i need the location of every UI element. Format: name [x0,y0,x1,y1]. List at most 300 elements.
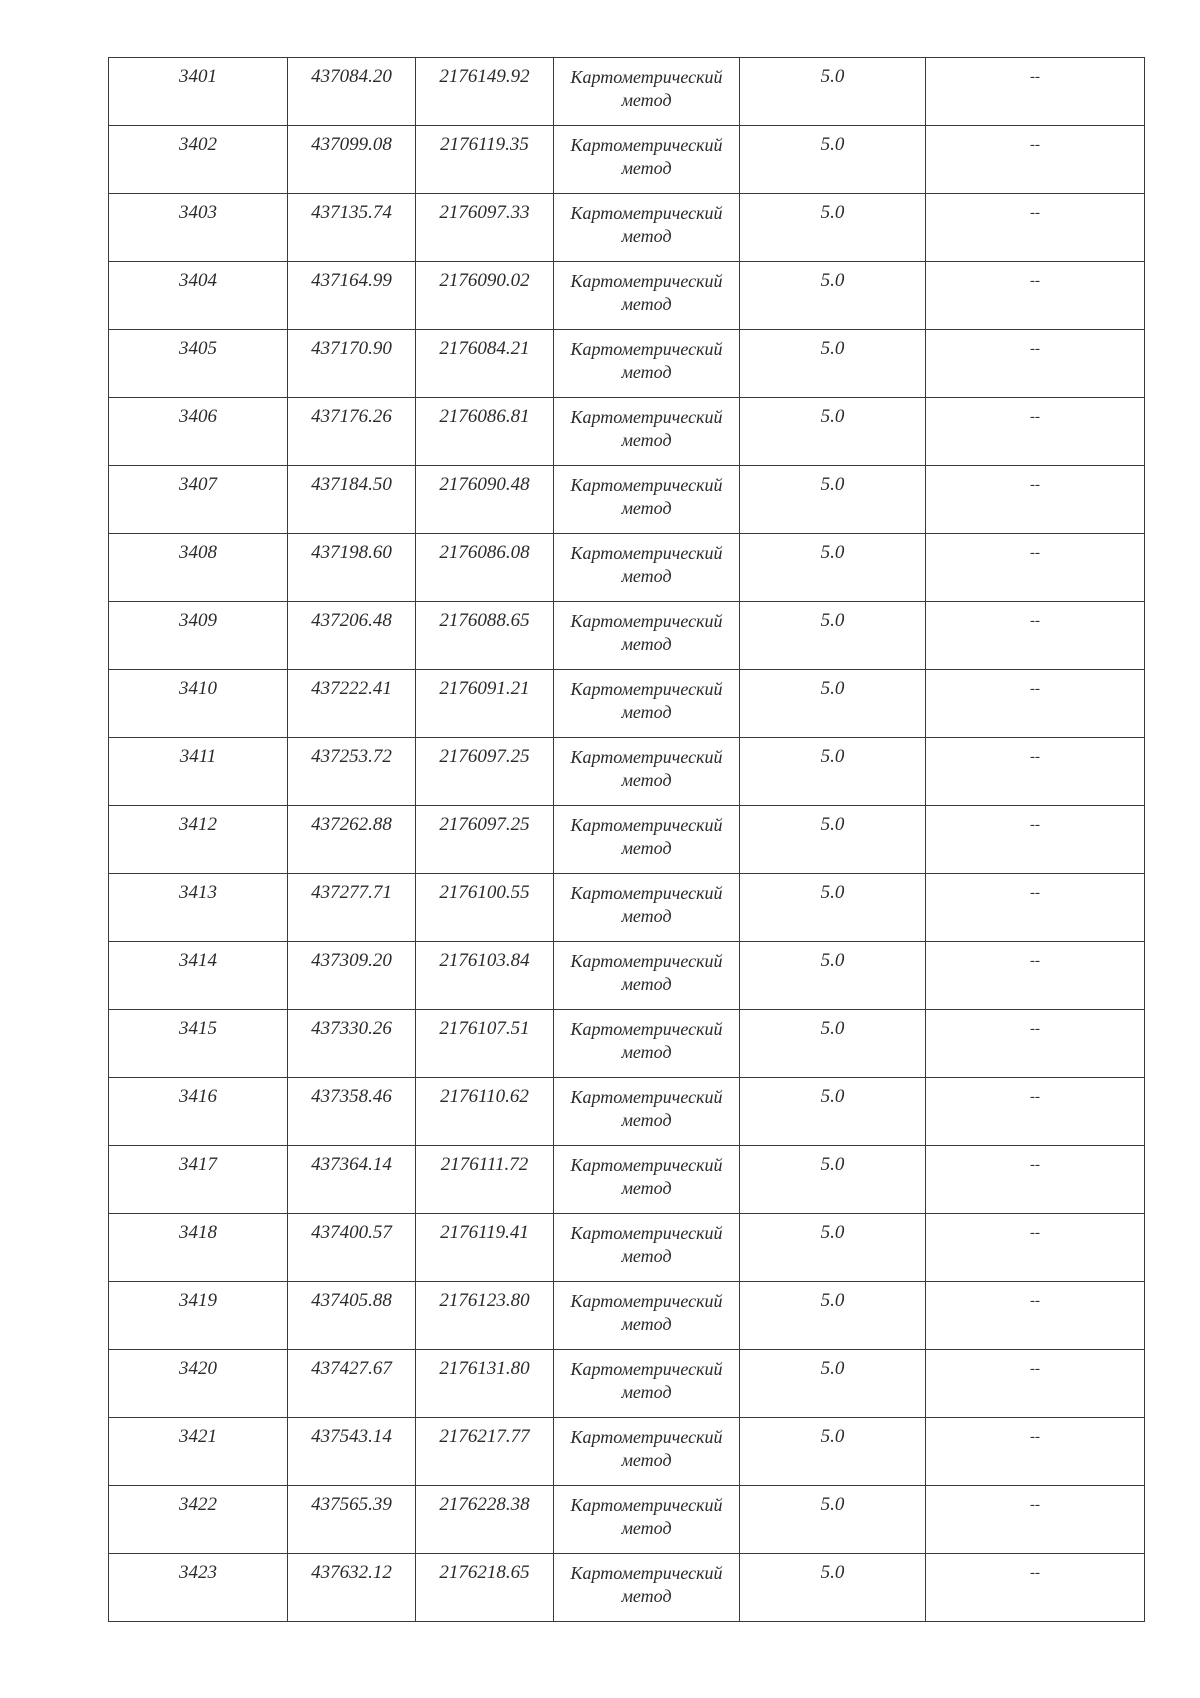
description: -- [1030,885,1040,901]
y-coordinate: 2176090.02 [439,270,530,291]
accuracy: 5.0 [820,1222,845,1243]
y-coordinate: 2176111.72 [440,1154,529,1175]
description: -- [1030,1565,1040,1581]
x-coordinate-cell [288,194,416,262]
point-number: 3415 [179,1018,217,1039]
y-coordinate: 2176097.33 [439,202,530,223]
x-coordinate-cell [288,670,416,738]
accuracy-cell [740,126,926,194]
description: -- [1030,69,1040,85]
method: Картометрический метод [570,1223,723,1266]
accuracy: 5.0 [820,950,845,971]
table-row [109,1146,1145,1214]
accuracy-cell [740,670,926,738]
description-cell [926,806,1145,874]
table-row [109,1010,1145,1078]
point-number: 3408 [179,542,217,563]
point-number: 3417 [179,1154,217,1175]
method: Картометрический метод [570,1019,723,1062]
y-coordinate: 2176110.62 [440,1086,529,1107]
point-number-cell [109,738,288,806]
point-number-cell [109,534,288,602]
method: Картометрический метод [570,339,723,382]
accuracy: 5.0 [820,474,845,495]
point-number: 3404 [179,270,217,291]
x-coordinate-cell [288,1350,416,1418]
y-coordinate: 2176100.55 [439,882,530,903]
accuracy: 5.0 [820,1086,845,1107]
x-coordinate: 437176.26 [311,406,392,427]
y-coordinate-cell [416,330,554,398]
description: -- [1030,953,1040,969]
y-coordinate-cell [416,942,554,1010]
y-coordinate-cell [416,126,554,194]
accuracy: 5.0 [820,1494,845,1515]
description-cell [926,194,1145,262]
point-number-cell [109,1078,288,1146]
accuracy-cell [740,1486,926,1554]
point-number: 3419 [179,1290,217,1311]
x-coordinate: 437632.12 [311,1562,392,1583]
description-cell [926,534,1145,602]
description-cell [926,738,1145,806]
point-number: 3403 [179,202,217,223]
x-coordinate-cell [288,398,416,466]
y-coordinate-cell [416,1146,554,1214]
y-coordinate-cell [416,738,554,806]
accuracy-cell [740,602,926,670]
point-number: 3414 [179,950,217,971]
point-number-cell [109,1418,288,1486]
method-cell [554,1010,740,1078]
method-cell [554,1282,740,1350]
table-row [109,330,1145,398]
x-coordinate: 437309.20 [311,950,392,971]
point-number-cell [109,806,288,874]
method-cell [554,602,740,670]
point-number-cell [109,466,288,534]
method: Картометрический метод [570,1087,723,1130]
point-number: 3413 [179,882,217,903]
point-number-cell [109,670,288,738]
description: -- [1030,273,1040,289]
y-coordinate-cell [416,1418,554,1486]
accuracy: 5.0 [820,542,845,563]
description: -- [1030,1225,1040,1241]
x-coordinate-cell [288,738,416,806]
y-coordinate: 2176149.92 [439,66,530,87]
x-coordinate-cell [288,1282,416,1350]
method-cell [554,466,740,534]
y-coordinate: 2176218.65 [439,1562,530,1583]
y-coordinate: 2176097.25 [439,746,530,767]
accuracy: 5.0 [820,66,845,87]
method: Картометрический метод [570,951,723,994]
method: Картометрический метод [570,1291,723,1334]
table-row [109,126,1145,194]
accuracy-cell [740,874,926,942]
y-coordinate-cell [416,1350,554,1418]
y-coordinate: 2176119.35 [440,134,529,155]
method: Картометрический метод [570,611,723,654]
description-cell [926,126,1145,194]
x-coordinate-cell [288,262,416,330]
table-row [109,670,1145,738]
x-coordinate-cell [288,330,416,398]
point-number-cell [109,942,288,1010]
table-row [109,1078,1145,1146]
point-number-cell [109,1282,288,1350]
description-cell [926,1282,1145,1350]
accuracy-cell [740,806,926,874]
method: Картометрический метод [570,203,723,246]
accuracy-cell [740,1554,926,1622]
accuracy-cell [740,1146,926,1214]
method-cell [554,330,740,398]
point-number-cell [109,602,288,670]
method-cell [554,1078,740,1146]
point-number-cell [109,1146,288,1214]
method: Картометрический метод [570,1563,723,1606]
y-coordinate-cell [416,1282,554,1350]
x-coordinate-cell [288,1146,416,1214]
accuracy: 5.0 [820,1154,845,1175]
y-coordinate-cell [416,1486,554,1554]
accuracy: 5.0 [820,610,845,631]
x-coordinate: 437170.90 [311,338,392,359]
method: Картометрический метод [570,883,723,926]
description: -- [1030,205,1040,221]
y-coordinate: 2176097.25 [439,814,530,835]
y-coordinate: 2176131.80 [439,1358,530,1379]
accuracy-cell [740,58,926,126]
point-number: 3423 [179,1562,217,1583]
x-coordinate: 437184.50 [311,474,392,495]
x-coordinate: 437400.57 [311,1222,392,1243]
table-row [109,1214,1145,1282]
table-row [109,58,1145,126]
x-coordinate: 437543.14 [311,1426,392,1447]
y-coordinate: 2176088.65 [439,610,530,631]
accuracy-cell [740,738,926,806]
description-cell [926,1554,1145,1622]
table-row [109,806,1145,874]
table-row [109,942,1145,1010]
method-cell [554,194,740,262]
x-coordinate: 437364.14 [311,1154,392,1175]
y-coordinate-cell [416,1554,554,1622]
y-coordinate-cell [416,874,554,942]
description-cell [926,466,1145,534]
x-coordinate: 437330.26 [311,1018,392,1039]
x-coordinate: 437198.60 [311,542,392,563]
description: -- [1030,1021,1040,1037]
description-cell [926,670,1145,738]
point-number: 3407 [179,474,217,495]
method-cell [554,1350,740,1418]
x-coordinate-cell [288,1214,416,1282]
x-coordinate-cell [288,58,416,126]
point-number-cell [109,398,288,466]
x-coordinate: 437427.67 [311,1358,392,1379]
method: Картометрический метод [570,407,723,450]
point-number-cell [109,194,288,262]
description: -- [1030,1497,1040,1513]
description-cell [926,58,1145,126]
description-cell [926,1146,1145,1214]
method: Картометрический метод [570,475,723,518]
point-number: 3421 [179,1426,217,1447]
description-cell [926,1486,1145,1554]
accuracy: 5.0 [820,202,845,223]
point-number: 3409 [179,610,217,631]
y-coordinate: 2176086.08 [439,542,530,563]
y-coordinate: 2176119.41 [440,1222,529,1243]
description: -- [1030,817,1040,833]
point-number: 3420 [179,1358,217,1379]
accuracy: 5.0 [820,406,845,427]
description: -- [1030,545,1040,561]
method: Картометрический метод [570,1359,723,1402]
x-coordinate: 437358.46 [311,1086,392,1107]
method: Картометрический метод [570,815,723,858]
point-number: 3401 [179,66,217,87]
table-row [109,1554,1145,1622]
method: Картометрический метод [570,271,723,314]
table-row [109,262,1145,330]
description-cell [926,398,1145,466]
x-coordinate-cell [288,534,416,602]
description: -- [1030,477,1040,493]
description-cell [926,1418,1145,1486]
accuracy: 5.0 [820,1018,845,1039]
method-cell [554,262,740,330]
method: Картометрический метод [570,1495,723,1538]
table-row [109,874,1145,942]
description-cell [926,262,1145,330]
y-coordinate: 2176091.21 [439,678,530,699]
description: -- [1030,1089,1040,1105]
accuracy-cell [740,466,926,534]
x-coordinate-cell [288,126,416,194]
point-number: 3422 [179,1494,217,1515]
point-number-cell [109,874,288,942]
method: Картометрический метод [570,67,723,110]
point-number-cell [109,1214,288,1282]
x-coordinate: 437277.71 [311,882,392,903]
x-coordinate: 437084.20 [311,66,392,87]
method-cell [554,1214,740,1282]
method-cell [554,874,740,942]
coordinates-table-body [109,58,1145,1622]
point-number-cell [109,262,288,330]
point-number: 3406 [179,406,217,427]
accuracy-cell [740,398,926,466]
point-number-cell [109,1486,288,1554]
table-row [109,602,1145,670]
point-number-cell [109,1010,288,1078]
method-cell [554,534,740,602]
description: -- [1030,613,1040,629]
point-number: 3418 [179,1222,217,1243]
y-coordinate-cell [416,1214,554,1282]
y-coordinate-cell [416,466,554,534]
x-coordinate-cell [288,1554,416,1622]
method-cell [554,670,740,738]
x-coordinate-cell [288,874,416,942]
description: -- [1030,341,1040,357]
accuracy-cell [740,262,926,330]
y-coordinate-cell [416,602,554,670]
x-coordinate-cell [288,1078,416,1146]
y-coordinate-cell [416,670,554,738]
y-coordinate: 2176084.21 [439,338,530,359]
x-coordinate-cell [288,806,416,874]
method-cell [554,1146,740,1214]
description-cell [926,330,1145,398]
accuracy-cell [740,534,926,602]
x-coordinate: 437405.88 [311,1290,392,1311]
method-cell [554,738,740,806]
y-coordinate: 2176086.81 [439,406,530,427]
description-cell [926,942,1145,1010]
description: -- [1030,749,1040,765]
x-coordinate-cell [288,602,416,670]
y-coordinate-cell [416,262,554,330]
table-row [109,1486,1145,1554]
point-number-cell [109,1350,288,1418]
accuracy-cell [740,1350,926,1418]
x-coordinate: 437565.39 [311,1494,392,1515]
point-number: 3405 [179,338,217,359]
accuracy: 5.0 [820,1426,845,1447]
y-coordinate-cell [416,534,554,602]
x-coordinate-cell [288,1010,416,1078]
description: -- [1030,137,1040,153]
description: -- [1030,681,1040,697]
table-row [109,1282,1145,1350]
description: -- [1030,1429,1040,1445]
y-coordinate: 2176090.48 [439,474,530,495]
table-row [109,738,1145,806]
point-number-cell [109,126,288,194]
y-coordinate-cell [416,806,554,874]
method-cell [554,1418,740,1486]
description-cell [926,1078,1145,1146]
accuracy-cell [740,1078,926,1146]
method: Картометрический метод [570,1155,723,1198]
x-coordinate-cell [288,942,416,1010]
accuracy-cell [740,1282,926,1350]
description: -- [1030,1157,1040,1173]
accuracy: 5.0 [820,882,845,903]
accuracy: 5.0 [820,338,845,359]
y-coordinate: 2176103.84 [439,950,530,971]
y-coordinate-cell [416,194,554,262]
x-coordinate: 437262.88 [311,814,392,835]
method: Картометрический метод [570,747,723,790]
method-cell [554,942,740,1010]
y-coordinate: 2176107.51 [439,1018,530,1039]
accuracy: 5.0 [820,814,845,835]
y-coordinate: 2176123.80 [439,1290,530,1311]
method: Картометрический метод [570,135,723,178]
method: Картометрический метод [570,1427,723,1470]
point-number: 3412 [179,814,217,835]
accuracy: 5.0 [820,270,845,291]
x-coordinate-cell [288,1486,416,1554]
method-cell [554,1486,740,1554]
x-coordinate: 437135.74 [311,202,392,223]
accuracy-cell [740,942,926,1010]
accuracy-cell [740,1214,926,1282]
description-cell [926,1010,1145,1078]
y-coordinate: 2176217.77 [439,1426,530,1447]
description-cell [926,874,1145,942]
x-coordinate: 437222.41 [311,678,392,699]
method-cell [554,806,740,874]
table-row [109,1418,1145,1486]
accuracy-cell [740,330,926,398]
point-number: 3410 [179,678,217,699]
point-number: 3402 [179,134,217,155]
description: -- [1030,1293,1040,1309]
description-cell [926,602,1145,670]
accuracy: 5.0 [820,1562,845,1583]
y-coordinate-cell [416,398,554,466]
point-number: 3416 [179,1086,217,1107]
accuracy-cell [740,1418,926,1486]
method-cell [554,398,740,466]
x-coordinate: 437164.99 [311,270,392,291]
y-coordinate-cell [416,1010,554,1078]
point-number: 3411 [179,746,217,767]
x-coordinate: 437206.48 [311,610,392,631]
description: -- [1030,409,1040,425]
method-cell [554,58,740,126]
point-number-cell [109,58,288,126]
accuracy: 5.0 [820,746,845,767]
x-coordinate: 437253.72 [311,746,392,767]
x-coordinate: 437099.08 [311,134,392,155]
y-coordinate-cell [416,58,554,126]
point-number-cell [109,330,288,398]
y-coordinate-cell [416,1078,554,1146]
method: Картометрический метод [570,543,723,586]
method-cell [554,126,740,194]
x-coordinate-cell [288,1418,416,1486]
description-cell [926,1350,1145,1418]
method-cell [554,1554,740,1622]
table-row [109,466,1145,534]
table-row [109,398,1145,466]
description: -- [1030,1361,1040,1377]
x-coordinate-cell [288,466,416,534]
accuracy: 5.0 [820,1358,845,1379]
description-cell [926,1214,1145,1282]
table-row [109,1350,1145,1418]
accuracy-cell [740,1010,926,1078]
point-number-cell [109,1554,288,1622]
method: Картометрический метод [570,679,723,722]
coordinates-table [108,57,1145,1622]
accuracy: 5.0 [820,134,845,155]
table-row [109,534,1145,602]
accuracy: 5.0 [820,1290,845,1311]
accuracy-cell [740,194,926,262]
accuracy: 5.0 [820,678,845,699]
table-row [109,194,1145,262]
